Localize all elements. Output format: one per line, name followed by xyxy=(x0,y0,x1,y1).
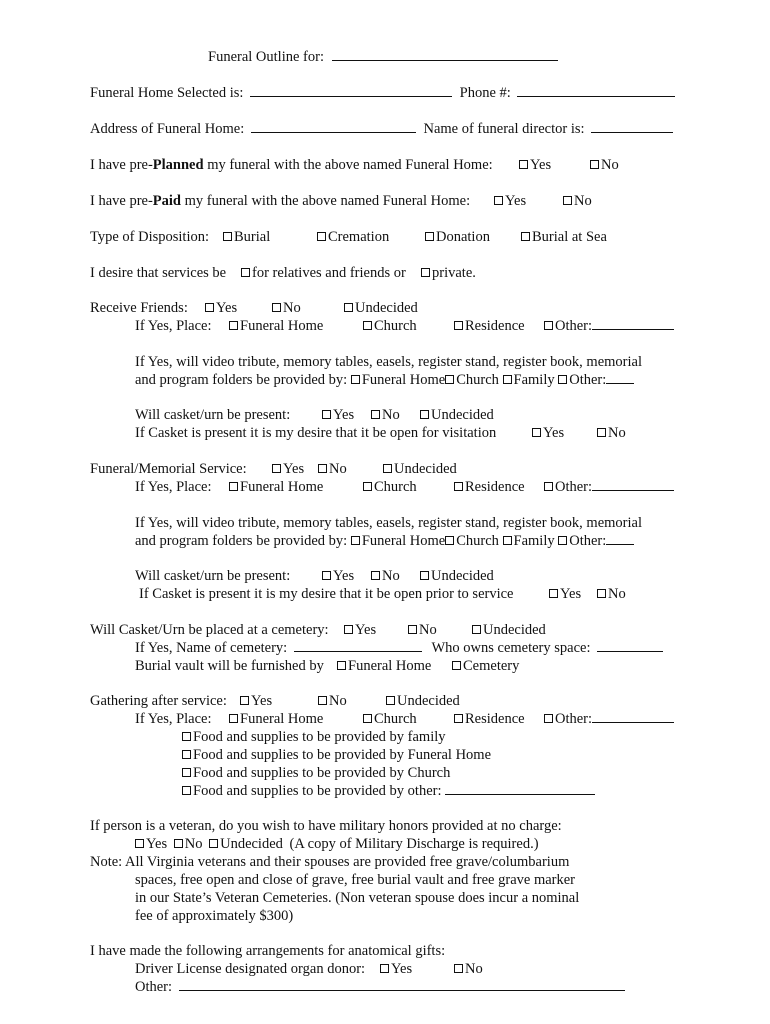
disposition-cremation-checkbox[interactable] xyxy=(317,232,326,241)
fs-casket-yes-option[interactable] xyxy=(322,567,354,585)
cem-no-label: No xyxy=(419,622,437,638)
vet-no-checkbox[interactable] xyxy=(174,839,183,848)
gat-place-label: If Yes, Place: xyxy=(135,711,212,727)
rf-yes-checkbox[interactable] xyxy=(205,303,214,312)
rf-open-yes-label: Yes xyxy=(543,425,565,441)
gat-no-option[interactable] xyxy=(318,692,347,710)
address-label: Address of Funeral Home: xyxy=(90,121,245,137)
fs-casket-undecided-checkbox[interactable] xyxy=(420,571,429,580)
rf-no-label: No xyxy=(283,300,301,316)
gat-food-family-option[interactable] xyxy=(182,728,446,746)
prepaid-no-option[interactable] xyxy=(563,192,592,210)
rf-place-church-label: Church xyxy=(374,318,417,334)
prepaid-no-checkbox[interactable] xyxy=(563,196,572,205)
gat-food-funeral-home-label: Food and supplies to be provided by Funeral Home xyxy=(193,747,492,763)
rf-casket-undecided-checkbox[interactable] xyxy=(420,410,429,419)
title-label: Funeral Outline for: xyxy=(208,49,324,65)
gat-no-label: No xyxy=(329,693,347,709)
form-title xyxy=(208,48,558,66)
disposition-burial-label: Burial xyxy=(234,229,271,245)
fs-casket-undecided-label: Undecided xyxy=(431,568,494,584)
services-relatives-checkbox[interactable] xyxy=(241,268,250,277)
rf-no-checkbox[interactable] xyxy=(272,303,281,312)
rf-open-no-option[interactable] xyxy=(597,424,626,442)
gat-food-church-checkbox[interactable] xyxy=(182,768,191,777)
fs-video-other-label: Other: xyxy=(569,533,607,549)
disposition-label: Type of Disposition: xyxy=(90,229,210,245)
prepaid-suffix: my funeral with the above named Funeral Home: xyxy=(181,193,471,209)
cem-undecided-option[interactable] xyxy=(472,621,546,639)
gat-undecided-option[interactable] xyxy=(386,692,460,710)
rf-place-funeral-home-checkbox[interactable] xyxy=(229,321,238,330)
rf-video-line1: If Yes, will video tribute, memory tables, easels, register stand, register book, memorial xyxy=(135,354,642,370)
prepaid-row xyxy=(90,192,470,210)
vet-yes-checkbox[interactable] xyxy=(135,839,144,848)
fs-casket-no-option[interactable] xyxy=(371,567,400,585)
preplanned-yes-option[interactable] xyxy=(519,156,551,174)
prepaid-yes-option[interactable] xyxy=(494,192,526,210)
services-relatives-option[interactable] xyxy=(241,264,406,282)
rf-video-church-option[interactable] xyxy=(445,372,499,388)
gat-food-other-option[interactable] xyxy=(182,782,595,800)
anatomical-other-field[interactable] xyxy=(179,978,625,991)
gat-place-funeral-home-option[interactable] xyxy=(229,710,323,728)
prepaid-yes-label: Yes xyxy=(505,193,527,209)
donor-yes-label: Yes xyxy=(391,961,413,977)
fs-video-funeral-home-checkbox[interactable] xyxy=(351,536,360,545)
preplanned-no-label: No xyxy=(601,157,619,173)
fs-place-church-checkbox[interactable] xyxy=(363,482,372,491)
gat-yes-label: Yes xyxy=(251,693,273,709)
services-relatives-label: for relatives and friends or xyxy=(252,265,406,281)
gat-place-church-option[interactable] xyxy=(363,710,417,728)
disposition-burial-option[interactable] xyxy=(223,228,270,246)
cem-name-field[interactable] xyxy=(294,639,422,652)
service-label: Funeral/Memorial Service: xyxy=(90,461,247,477)
fs-place-label: If Yes, Place: xyxy=(135,479,212,495)
fs-open-yes-option[interactable] xyxy=(549,585,581,603)
cem-vault-funeral-home-label: Funeral Home xyxy=(348,658,432,674)
disposition-burial-sea-option[interactable] xyxy=(521,228,607,246)
fs-open-no-option[interactable] xyxy=(597,585,626,603)
cem-name-row xyxy=(135,639,663,657)
veteran-question: If person is a veteran, do you wish to have military honors provided at no charge: xyxy=(90,818,562,834)
cem-vault-cemetery-option[interactable] xyxy=(452,657,519,675)
fs-video-other-field[interactable] xyxy=(606,532,634,545)
rf-open-yes-option[interactable] xyxy=(532,424,564,442)
rf-video-funeral-home-label: Funeral Home xyxy=(361,372,446,388)
rf-video-funeral-home-option[interactable] xyxy=(351,372,445,388)
donor-no-label: No xyxy=(465,961,483,977)
rf-undecided-label: Undecided xyxy=(355,300,418,316)
preplanned-prefix: I have pre- xyxy=(90,157,153,173)
prepaid-prefix: I have pre- xyxy=(90,193,153,209)
fs-video-family-option[interactable] xyxy=(503,533,555,549)
fs-open-yes-label: Yes xyxy=(560,586,582,602)
rf-video-other-label: Other: xyxy=(569,372,607,388)
services-private-label: private. xyxy=(432,265,476,281)
vet-undecided-label: Undecided xyxy=(220,836,283,852)
fs-undecided-checkbox[interactable] xyxy=(383,464,392,473)
rf-undecided-option[interactable] xyxy=(344,299,418,317)
fs-undecided-label: Undecided xyxy=(394,461,457,477)
fs-place-other-field[interactable] xyxy=(592,478,674,491)
services-label: I desire that services be xyxy=(90,265,227,281)
disposition-donation-option[interactable] xyxy=(425,228,490,246)
rf-undecided-checkbox[interactable] xyxy=(344,303,353,312)
rf-video-family-checkbox[interactable] xyxy=(503,375,512,384)
fs-video-church-option[interactable] xyxy=(445,533,499,549)
fs-video-church-checkbox[interactable] xyxy=(445,536,454,545)
fs-video-line1: If Yes, will video tribute, memory tables, easels, register stand, register book, memorial xyxy=(135,515,642,531)
donor-no-checkbox[interactable] xyxy=(454,964,463,973)
rf-video-other-checkbox[interactable] xyxy=(558,375,567,384)
gat-place-residence-checkbox[interactable] xyxy=(454,714,463,723)
cem-no-option[interactable] xyxy=(408,621,437,639)
anatomical-other-label: Other: xyxy=(135,979,173,995)
fs-place-funeral-home-label: Funeral Home xyxy=(240,479,324,495)
rf-place-church-checkbox[interactable] xyxy=(363,321,372,330)
gat-place-funeral-home-label: Funeral Home xyxy=(240,711,324,727)
gat-no-checkbox[interactable] xyxy=(318,696,327,705)
prepaid-no-label: No xyxy=(574,193,592,209)
prepaid-bold: Paid xyxy=(152,193,181,209)
vet-no-label: No xyxy=(184,836,203,852)
vet-yes-option[interactable] xyxy=(135,836,167,852)
disposition-donation-checkbox[interactable] xyxy=(425,232,434,241)
fs-video-funeral-home-label: Funeral Home xyxy=(361,533,446,549)
rf-place-label: If Yes, Place: xyxy=(135,318,212,334)
gat-place-church-label: Church xyxy=(374,711,417,727)
fs-place-other-option[interactable] xyxy=(544,478,674,496)
fs-casket-no-label: No xyxy=(382,568,400,584)
disposition-burial-sea-label: Burial at Sea xyxy=(532,229,607,245)
fs-place-church-label: Church xyxy=(374,479,417,495)
fs-video-family-label: Family xyxy=(513,533,555,549)
cem-vault-label: Burial vault will be furnished by xyxy=(135,658,324,674)
fs-place-residence-checkbox[interactable] xyxy=(454,482,463,491)
fs-video-family-checkbox[interactable] xyxy=(503,536,512,545)
preplanned-no-checkbox[interactable] xyxy=(590,160,599,169)
services-private-option[interactable] xyxy=(421,264,476,282)
fs-casket-yes-checkbox[interactable] xyxy=(322,571,331,580)
rf-video-church-label: Church xyxy=(456,372,499,388)
fs-video-funeral-home-option[interactable] xyxy=(351,533,445,549)
vet-undecided-checkbox[interactable] xyxy=(209,839,218,848)
cem-yes-label: Yes xyxy=(355,622,377,638)
fs-casket-undecided-option[interactable] xyxy=(420,567,494,585)
rf-video-line2 xyxy=(135,371,634,389)
fs-place-funeral-home-checkbox[interactable] xyxy=(229,482,238,491)
disposition-burial-checkbox[interactable] xyxy=(223,232,232,241)
rf-place-other-label: Other: xyxy=(555,318,593,334)
fs-video-church-label: Church xyxy=(456,533,499,549)
gat-food-church-label: Food and supplies to be provided by Church xyxy=(193,765,451,781)
vet-no-option[interactable] xyxy=(174,836,203,852)
fs-place-other-checkbox[interactable] xyxy=(544,482,553,491)
fs-open-no-label: No xyxy=(608,586,626,602)
anatomical-other-row xyxy=(135,978,625,996)
deceased-name-field[interactable] xyxy=(332,48,558,61)
rf-place-residence-label: Residence xyxy=(465,318,525,334)
rf-video-funeral-home-checkbox[interactable] xyxy=(351,375,360,384)
cem-owns-label: Who owns cemetery space: xyxy=(431,640,591,656)
rf-yes-option[interactable] xyxy=(205,299,237,317)
preplanned-suffix: my funeral with the above named Funeral Home: xyxy=(203,157,493,173)
fs-no-option[interactable] xyxy=(318,460,347,478)
fs-yes-label: Yes xyxy=(283,461,305,477)
fs-place-residence-label: Residence xyxy=(465,479,525,495)
veteran-note-4: fee of approximately $300) xyxy=(135,908,294,924)
phone-label: Phone #: xyxy=(459,85,511,101)
disposition-burial-sea-checkbox[interactable] xyxy=(521,232,530,241)
cem-vault-cemetery-checkbox[interactable] xyxy=(452,661,461,670)
rf-yes-label: Yes xyxy=(216,300,238,316)
rf-video-other-field[interactable] xyxy=(606,371,634,384)
rf-place-other-option[interactable] xyxy=(544,317,674,335)
address-row xyxy=(90,120,673,138)
gat-place-residence-option[interactable] xyxy=(454,710,525,728)
disposition-cremation-label: Cremation xyxy=(328,229,390,245)
fs-yes-option[interactable] xyxy=(272,460,304,478)
cem-yes-checkbox[interactable] xyxy=(344,625,353,634)
rf-place-residence-option[interactable] xyxy=(454,317,525,335)
cemetery-label: Will Casket/Urn be placed at a cemetery: xyxy=(90,622,329,638)
gat-food-church-option[interactable] xyxy=(182,764,450,782)
fs-undecided-option[interactable] xyxy=(383,460,457,478)
rf-video-other-option[interactable] xyxy=(558,372,634,388)
rf-casket-no-checkbox[interactable] xyxy=(371,410,380,419)
gat-place-other-label: Other: xyxy=(555,711,593,727)
gat-place-other-checkbox[interactable] xyxy=(544,714,553,723)
fs-no-label: No xyxy=(329,461,347,477)
gat-yes-checkbox[interactable] xyxy=(240,696,249,705)
rf-casket-undecided-label: Undecided xyxy=(431,407,494,423)
rf-casket-no-option[interactable] xyxy=(371,406,400,424)
rf-casket-yes-label: Yes xyxy=(333,407,355,423)
fs-place-other-label: Other: xyxy=(555,479,593,495)
disposition-donation-label: Donation xyxy=(436,229,490,245)
gathering-label: Gathering after service: xyxy=(90,693,227,709)
preplanned-yes-checkbox[interactable] xyxy=(519,160,528,169)
gat-yes-option[interactable] xyxy=(240,692,272,710)
rf-place-other-field[interactable] xyxy=(592,317,674,330)
receive-friends-label: Receive Friends: xyxy=(90,300,188,316)
rf-video-label: and program folders be provided by: xyxy=(135,372,348,388)
donor-label: Driver License designated organ donor: xyxy=(135,961,366,977)
rf-place-funeral-home-option[interactable] xyxy=(229,317,323,335)
rf-video-family-label: Family xyxy=(513,372,555,388)
fs-place-church-option[interactable] xyxy=(363,478,417,496)
fs-casket-no-checkbox[interactable] xyxy=(371,571,380,580)
gat-undecided-label: Undecided xyxy=(397,693,460,709)
fs-video-other-checkbox[interactable] xyxy=(558,536,567,545)
veteran-note-3: in our State’s Veteran Cemeteries. (Non veteran spouse does incur a nominal xyxy=(135,890,580,906)
phone-field[interactable] xyxy=(517,84,675,97)
fs-video-label: and program folders be provided by: xyxy=(135,533,348,549)
cem-owns-field[interactable] xyxy=(597,639,663,652)
rf-place-funeral-home-label: Funeral Home xyxy=(240,318,324,334)
fs-open-no-checkbox[interactable] xyxy=(597,589,606,598)
gat-place-funeral-home-checkbox[interactable] xyxy=(229,714,238,723)
director-field[interactable] xyxy=(591,120,673,133)
rf-casket-label: Will casket/urn be present: xyxy=(135,407,291,423)
fs-open-yes-checkbox[interactable] xyxy=(549,589,558,598)
funeral-home-row xyxy=(90,84,675,102)
rf-no-option[interactable] xyxy=(272,299,301,317)
address-field[interactable] xyxy=(251,120,416,133)
disposition-cremation-option[interactable] xyxy=(317,228,389,246)
rf-casket-yes-option[interactable] xyxy=(322,406,354,424)
donor-yes-option[interactable] xyxy=(380,960,412,978)
funeral-home-label: Funeral Home Selected is: xyxy=(90,85,244,101)
cem-undecided-label: Undecided xyxy=(483,622,546,638)
gat-place-residence-label: Residence xyxy=(465,711,525,727)
donor-no-option[interactable] xyxy=(454,960,483,978)
rf-video-family-option[interactable] xyxy=(503,372,555,388)
gat-food-funeral-home-option[interactable] xyxy=(182,746,491,764)
funeral-home-field[interactable] xyxy=(250,84,452,97)
preplanned-yes-label: Yes xyxy=(530,157,552,173)
donor-yes-checkbox[interactable] xyxy=(380,964,389,973)
gat-food-funeral-home-checkbox[interactable] xyxy=(182,750,191,759)
preplanned-no-option[interactable] xyxy=(590,156,619,174)
rf-open-no-label: No xyxy=(608,425,626,441)
preplanned-row xyxy=(90,156,493,174)
rf-place-residence-checkbox[interactable] xyxy=(454,321,463,330)
cem-vault-cemetery-label: Cemetery xyxy=(463,658,520,674)
fs-casket-label: Will casket/urn be present: xyxy=(135,568,291,584)
prepaid-yes-checkbox[interactable] xyxy=(494,196,503,205)
fs-yes-checkbox[interactable] xyxy=(272,464,281,473)
gat-place-other-option[interactable] xyxy=(544,710,674,728)
rf-place-church-option[interactable] xyxy=(363,317,417,335)
gat-place-other-field[interactable] xyxy=(592,710,674,723)
fs-no-checkbox[interactable] xyxy=(318,464,327,473)
cem-vault-funeral-home-checkbox[interactable] xyxy=(337,661,346,670)
rf-open-yes-checkbox[interactable] xyxy=(532,428,541,437)
cem-name-label: If Yes, Name of cemetery: xyxy=(135,640,288,656)
cem-vault-funeral-home-option[interactable] xyxy=(337,657,431,675)
services-private-checkbox[interactable] xyxy=(421,268,430,277)
fs-video-line2 xyxy=(135,532,634,550)
fs-casket-yes-label: Yes xyxy=(333,568,355,584)
preplanned-bold: Planned xyxy=(152,157,204,173)
rf-casket-undecided-option[interactable] xyxy=(420,406,494,424)
gat-food-other-label: Food and supplies to be provided by other: xyxy=(193,783,442,799)
veteran-note-1: Note: All Virginia veterans and their spouses are provided free grave/columbarium xyxy=(90,854,570,870)
fs-video-other-option[interactable] xyxy=(558,533,634,549)
veteran-options-row xyxy=(135,835,539,853)
fs-place-funeral-home-option[interactable] xyxy=(229,478,323,496)
veteran-note-2: spaces, free open and close of grave, free burial vault and free grave marker xyxy=(135,872,576,888)
fs-open-label: If Casket is present it is my desire that it be open prior to service xyxy=(139,586,514,602)
vet-undecided-option[interactable] xyxy=(209,836,283,852)
rf-casket-yes-checkbox[interactable] xyxy=(322,410,331,419)
gat-place-church-checkbox[interactable] xyxy=(363,714,372,723)
rf-video-church-checkbox[interactable] xyxy=(445,375,454,384)
gat-food-family-checkbox[interactable] xyxy=(182,732,191,741)
director-label: Name of funeral director is: xyxy=(423,121,585,137)
cem-undecided-checkbox[interactable] xyxy=(472,625,481,634)
fs-place-residence-option[interactable] xyxy=(454,478,525,496)
vet-copy-note: (A copy of Military Discharge is required.) xyxy=(289,836,539,852)
cem-yes-option[interactable] xyxy=(344,621,376,639)
rf-casket-no-label: No xyxy=(382,407,400,423)
anatomical-label: I have made the following arrangements for anatomical gifts: xyxy=(90,943,446,959)
vet-yes-label: Yes xyxy=(146,836,168,852)
rf-open-no-checkbox[interactable] xyxy=(597,428,606,437)
gat-undecided-checkbox[interactable] xyxy=(386,696,395,705)
rf-place-other-checkbox[interactable] xyxy=(544,321,553,330)
gat-food-other-field[interactable] xyxy=(445,782,595,795)
cem-no-checkbox[interactable] xyxy=(408,625,417,634)
gat-food-other-checkbox[interactable] xyxy=(182,786,191,795)
gat-food-family-label: Food and supplies to be provided by family xyxy=(193,729,446,745)
rf-open-label: If Casket is present it is my desire that it be open for visitation xyxy=(135,425,497,441)
